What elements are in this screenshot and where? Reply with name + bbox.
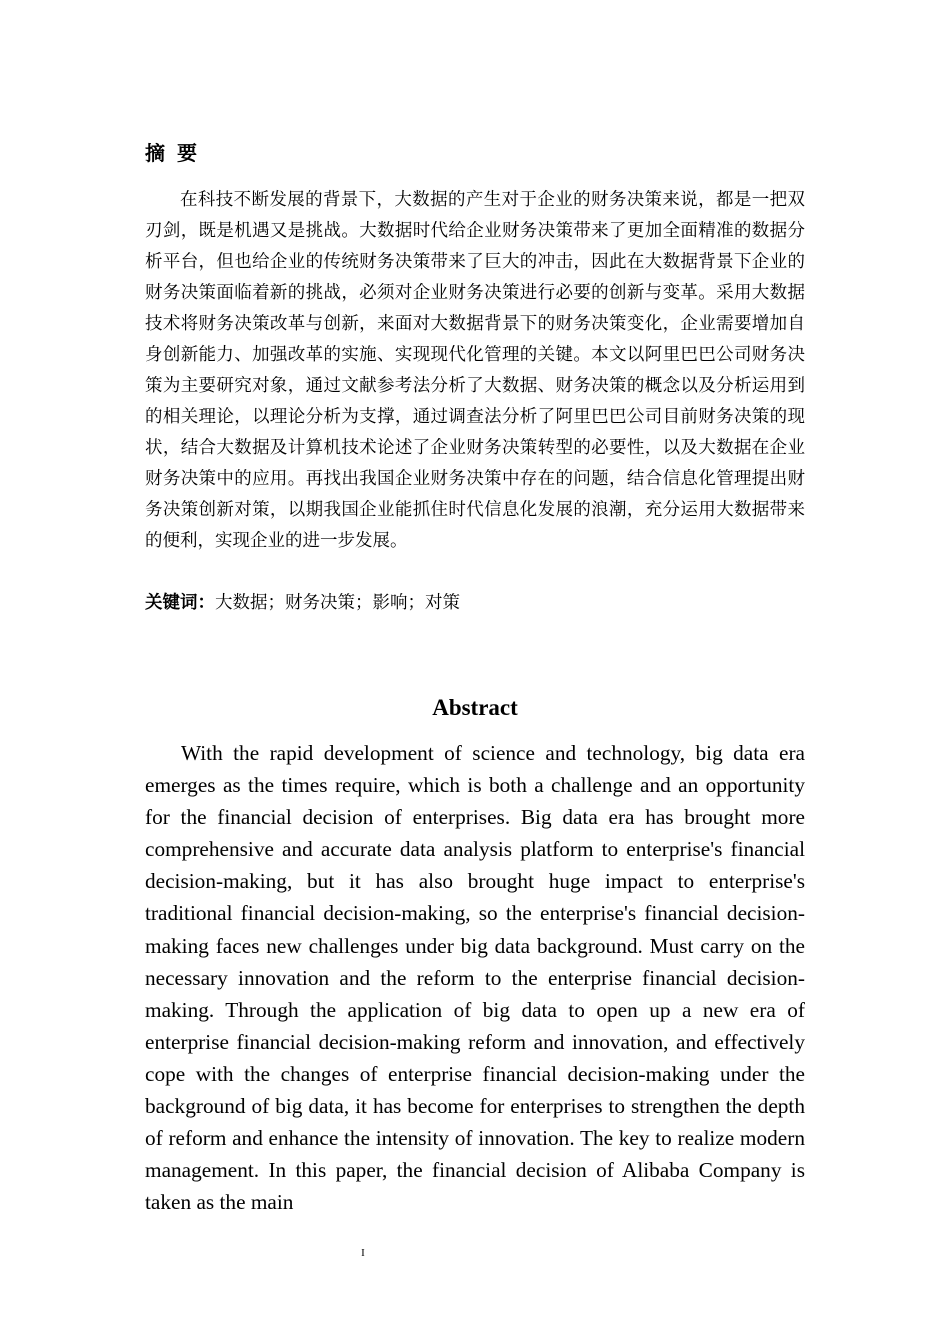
chinese-abstract-heading: 摘要 <box>145 141 209 165</box>
english-abstract-heading: Abstract <box>432 695 518 720</box>
chinese-keywords <box>145 588 805 619</box>
keywords-label: 关键词： <box>145 593 215 613</box>
english-abstract-body: With the rapid development of science and technology, big data era emerges as the times require, which is both a challenge and an opportunity for the financial decision of enterprises. Big data era has brought more comprehensive and accurate data analysis platform to enterprise's financial decision-making, but it has also brought huge impact to enterprise's traditional financial decision-making, so the enterprise's financial decision-making faces new challenges under big data background. Must carry on the necessary innovation and the reform to the enterprise financial decision-making. Through the application of big data to open up a new era of enterprise financial decision-making reform and innovation, and effectively cope with the changes of enterprise financial decision-making under the background of big data, it has become for enterprises to strengthen the depth of reform and enhance the intensity of innovation. The key to realize modern management. In this paper, the financial decision of Alibaba Company is taken as the main <box>145 741 805 1215</box>
keywords-list: 大数据；财务决策；影响；对策 <box>215 593 460 613</box>
chinese-abstract-body: 在科技不断发展的背景下，大数据的产生对于企业的财务决策来说，都是一把双刃剑，既是机遇又是挑战。大数据时代给企业财务决策带来了更加全面精准的数据分析平台，但也给企业的传统财务决策带来了巨大的冲击，因此在大数据背景下企业的财务决策面临着新的挑战，必须对企业财务决策进行必要的创新与变革。采用大数据技术将财务决策改革与创新，来面对大数据背景下的财务决策变化，企业需要增加自身创新能力、加强改革的实施、实现现代化管理的关键。本文以阿里巴巴公司财务决策为主要研究对象，通过文献参考法分析了大数据、财务决策的概念以及分析运用到的相关理论，以理论分析为支撑，通过调查法分析了阿里巴巴公司目前财务决策的现状，结合大数据及计算机技术论述了企业财务决策转型的必要性，以及大数据在企业财务决策中的应用。再找出我国企业财务决策中存在的问题，结合信息化管理提出财务决策创新对策，以期我国企业能抓住时代信息化发展的浪潮，充分运用大数据带来的便利，实现企业的进一步发展。 <box>145 190 805 551</box>
page-number: I <box>361 1247 365 1259</box>
